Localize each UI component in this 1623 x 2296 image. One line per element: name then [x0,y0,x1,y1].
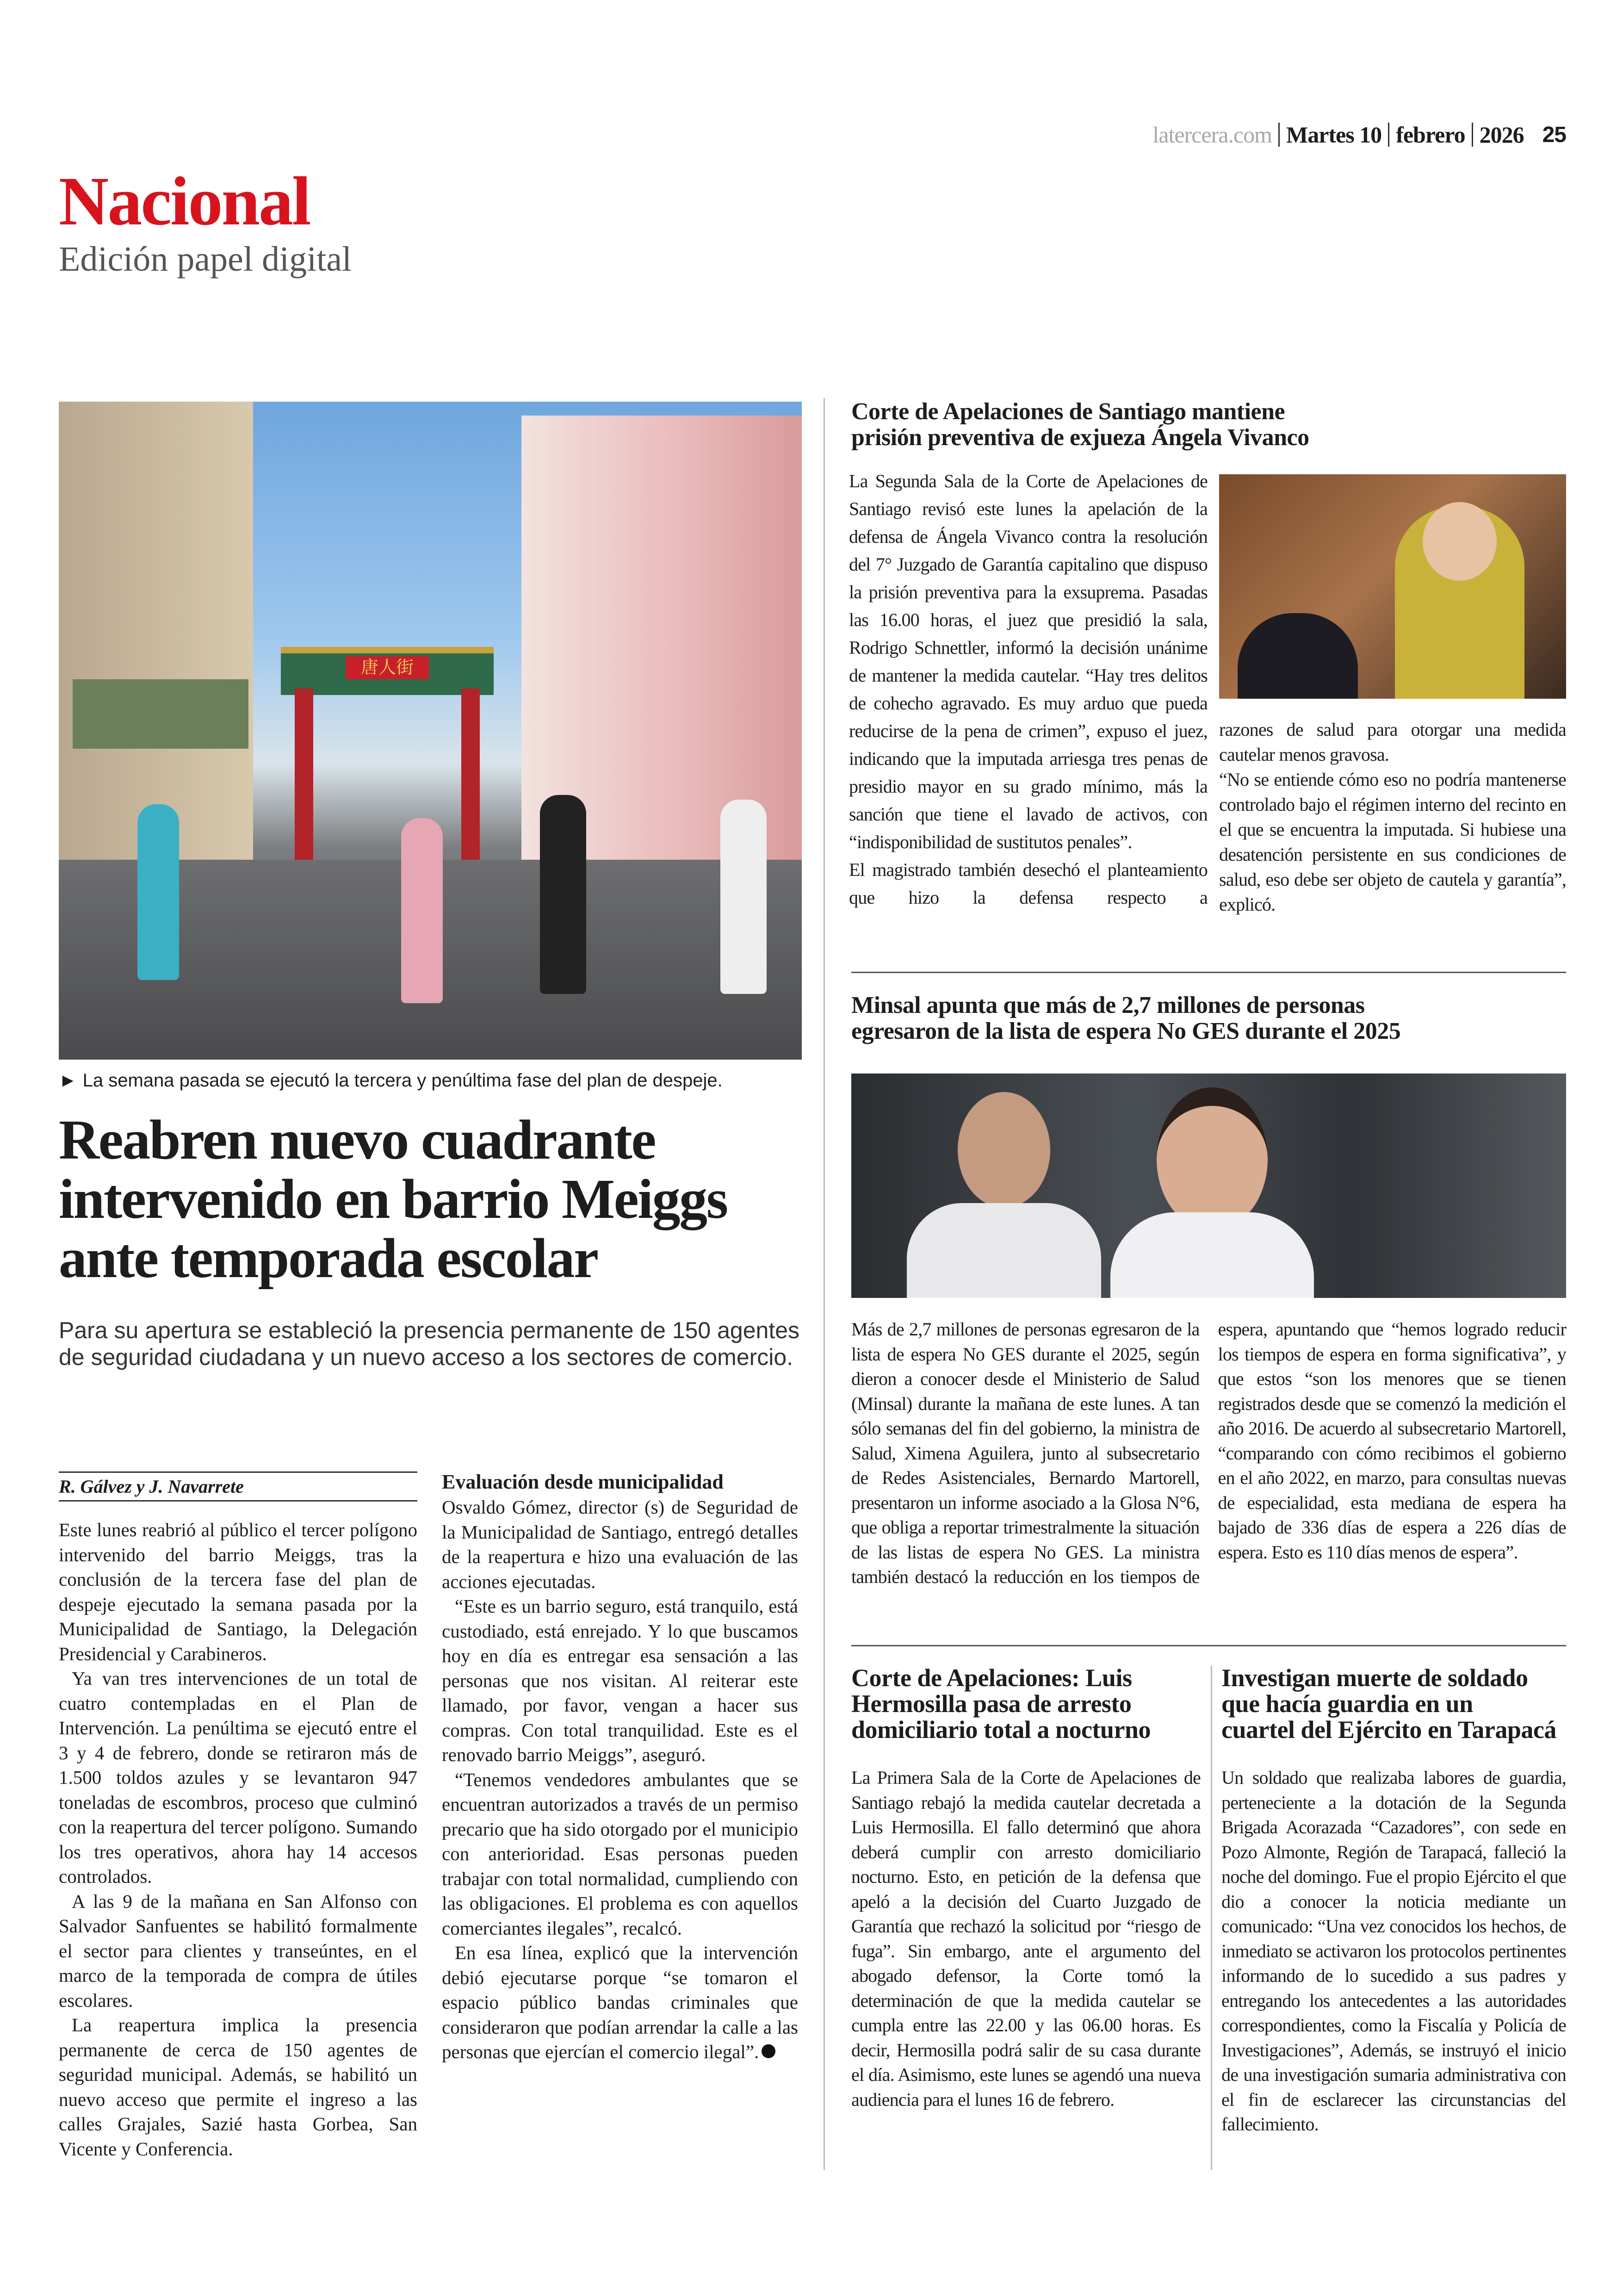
person [401,818,443,1003]
vivanco-column-b [1219,717,1566,917]
soldado-body [1221,1765,1566,2137]
person [720,800,767,994]
paragraph: Más de 2,7 millones de personas egresaron de la lista de espera No GES durante el 2025, según dieron a conocer desde el Ministerio de Salud (Minsal) durante la mañana de este lunes. A tan sólo semanas del fin del gobierno, la ministra de Salud, Ximena Aguilera, junto al subsecretario de Redes Asistenciales, Bernardo Martorell, presentaron un informe asociado a la Glosa N°6, que obliga a reportar trimestralmente la situación de las listas de espera No GES. La ministra también destacó la reducción en los tiempos de espera, apuntando que “hemos logrado reducir los tiempos de espera en forma significativa”, y que estos “son los menores que se tienen registrados desde que se comenzó la medición el año 2016. De acuerdo al subsecretario Martorell, “comparando con cómo recibimos el gobierno en el año 2022, en marzo, para consultas nuevas de especialidad, esta mediana de espera ha bajado de 336 días de espera a 226 días de espera. Esto es 110 días menos de espera”. [851,1319,1566,1587]
hermosilla-headline [851,1665,1151,1743]
triangle-right-icon: ► [59,1070,77,1091]
paragraph: “No se entiende cómo eso no podría mantenerse controlado bajo el régimen interno del recinto en el que se encuentra la imputada. Si hubiese una desatención persistente en sus condiciones de salud, eso debe ser objeto de cautela y garantía”, explicó. [1219,769,1566,915]
headline-line: que hacía guardia en un [1221,1690,1473,1718]
paragraph: La reapertura implica la presencia permanente de cerca de 150 agentes de seguridad municipal. Además, se habilitó un nuevo acceso que permite el ingreso a las calles Grajales, Sazié hasta Gorbea, San Vicente y Conferencia. [59,2014,417,2159]
headline-line: ante temporada escolar [59,1227,598,1290]
soldado-headline [1221,1665,1556,1743]
paragraph: razones de salud para otorgar una medida cautelar menos gravosa. [1219,719,1566,765]
face [958,1092,1050,1208]
hermosilla-body [851,1765,1201,2112]
date-month: febrero [1396,122,1465,148]
main-photo-meiggs-street [59,402,802,1060]
headline-line: egresaron de la lista de espera No GES durante el 2025 [851,1018,1401,1044]
paragraph: Ya van tres intervenciones de un total de cuatro contempladas en el Plan de Intervención. La penúltima se ejecutó entre el 3 y 4 de febrero, donde se retiraron más de 1.500 toldos azules y se levantaron 947 toneladas de escombros, proceso que culminó con la reapertura del tercer polígono. Sumando los tres operativos, ahora hay 14 accesos controlados. [59,1668,417,1887]
photo-caption [59,1070,723,1091]
paragraph: La Segunda Sala de la Corte de Apelaciones de Santiago revisó este lunes la apelación de la defensa de Ángela Vivanco contra la resolución del 7° Juzgado de Garantía capitalino que dispuso la prisión preventiva para la exsuprema. Pasadas las 16.00 horas, el juez que presidió la sala, Rodrigo Schnettler, informó la decisión unánime de mantener la medida cautelar. “Hay tres delitos de cohecho agravado. Es muy arduo que pueda reducirse de la pena de crimen”, expuso el juez, indicando que la imputada arriesga tres penas de presidio mayor en su grado mínimo, más la sanción que tiene el lavado de activos, con “indisponibilidad de sustitutos penales”. [849,471,1208,852]
paragraph: El magistrado también desechó el planteamiento que hizo la defensa respecto a [849,859,1208,908]
divider [1388,123,1389,147]
paragraph: La Primera Sala de la Corte de Apelaciones de Santiago rebajó la medida cautelar decretada a Luis Hermosilla. El fallo determinó que ahora deberá cumplir con arresto domiciliario nocturno. Esto, en petición de la defensa que apeló a la decisión del Cuarto Juzgado de Garantía que rechazó la solicitud por “riesgo de fuga”. Sin embargo, ante el argumento del abogado defensor, la Corte tomó la determinación de que la medida cautelar se cumpla entre las 22.00 y las 06.00 horas. Es decir, Hermosilla podrá salir de su casa durante el día. Asimismo, este lunes se agendó una nueva audiencia para el lunes 16 de febrero. [851,1767,1201,2110]
byline: R. Gálvez y J. Navarrete [59,1471,417,1502]
minsal-photo [851,1074,1566,1298]
person [540,795,586,994]
main-headline [59,1111,727,1288]
paragraph: Este lunes reabrió al público el tercer polígono intervenido del barrio Meiggs, tras la conclusión de la tercera fase del plan de despeje ejecutado la semana pasada por la Municipalidad de Santiago, la Delegación Presidencial y Carabineros. [59,1519,417,1664]
paragraph: En esa línea, explicó que la intervención debió ejecutarse porque “se tomaron el espacio público bandas criminales que consideraron que podían arrendar la calle a las personas que ejercían el comercio ilegal”. [442,1942,798,2062]
paragraph: Osvaldo Gómez, director (s) de Seguridad de la Municipalidad de Santiago, entregó detalles de la reapertura e hizo una evaluación de las acciones ejecutadas. [442,1496,798,1592]
face [1423,502,1497,581]
chinatown-gate [253,610,521,860]
face [1157,1087,1268,1231]
headline-line: Hermosilla pasa de arresto [851,1690,1132,1718]
column-divider [1211,1666,1212,2170]
divider [1472,123,1473,147]
section-title: Nacional [59,163,310,240]
headline-line: Corte de Apelaciones de Santiago mantiene [851,398,1285,425]
headline-line: Corte de Apelaciones: Luis [851,1664,1132,1692]
vivanco-headline [851,399,1309,451]
date-weekday: Martes 10 [1286,122,1382,148]
minsal-headline [851,993,1400,1044]
headline-line: Minsal apunta que más de 2,7 millones de personas [851,992,1365,1018]
section-subtitle: Edición papel digital [59,240,352,279]
paragraph: “Este es un barrio seguro, está tranquilo, está custodiado, está enrejado. Y lo que buscamos hoy en día es entregar esa sensación a las personas que nos visitan. Al reiterar este llamado, por favor, vengan a hacer sus compras. Con total tranquilidad. Este es el renovado barrio Meiggs”, aseguró. [442,1595,798,1765]
site-name: latercera.com [1152,122,1272,148]
shop-sign [73,679,248,749]
person [137,804,179,980]
headline-line: Investigan muerte de soldado [1221,1664,1528,1692]
vivanco-photo [1219,474,1566,699]
column-divider [824,398,825,2170]
minsal-body [851,1317,1566,1589]
paragraph: “Tenemos vendedores ambulantes que se encuentran autorizados a través de un permiso precario que ha sido otorgado por el municipio con anterioridad. Esas personas pueden trabajar con total normalidad, cumpliendo con las obligaciones. El problema es con aquellos comerciantes ilegales”, recalcó. [442,1769,798,1939]
date-year: 2026 [1479,122,1524,148]
headline-line: cuartel del Ejército en Tarapacá [1221,1716,1556,1744]
subheading: Evaluación desde municipalidad [442,1471,724,1493]
white-coat [907,1203,1101,1298]
main-article-column-1 [59,1518,417,2161]
main-article-column-2 [442,1469,798,2065]
left-building [59,402,253,864]
headline-line: Reabren nuevo cuadrante [59,1109,656,1171]
headline-line: domiciliario total a nocturno [851,1716,1151,1744]
main-deck: Para su apertura se estableció la presencia permanente de 150 agentes de seguridad ciudadana y un nuevo acceso a los sectores de comercio. [59,1317,800,1370]
gate-sign: 唐人街 [346,656,429,679]
person [1238,613,1358,699]
rule [851,972,1566,973]
rule [851,1645,1566,1646]
paragraph: A las 9 de la mañana en San Alfonso con Salvador Sanfuentes se habilitó formalmente el sector para clientes y transeúntes, en el marco de la temporada de compra de útiles escolares. [59,1890,417,2011]
caption-text: La semana pasada se ejecutó la tercera y penúltima fase del plan de despeje. [82,1070,723,1091]
white-coat [1110,1212,1314,1298]
page-header [1152,121,1566,148]
page-number: 25 [1542,122,1566,147]
headline-line: intervenido en barrio Meiggs [59,1168,727,1230]
divider [1278,123,1280,147]
end-mark-icon [762,2044,775,2058]
vivanco-column-a [849,467,1208,912]
headline-line: prisión preventiva de exjueza Ángela Vivanco [851,424,1309,451]
paragraph: Un soldado que realizaba labores de guardia, perteneciente a la dotación de la Segunda Brigada Acorazada “Cazadores”, con sede en Pozo Almonte, Región de Tarapacá, falleció la noche del domingo. Fue el propio Ejército el que dio a conocer la noticia mediante un comunicado: “Una vez conocidos los hechos, de inmediato se activaron los protocolos pertinentes informando de lo sucedido a sus padres y entregando los antecedentes a las autoridades correspondientes, como la Fiscalía y Policía de Investigaciones”, Además, se instruyó el inicio de una investigación sumaria administrativa con el fin de esclarecer las circunstancias del fallecimiento. [1221,1767,1566,2135]
